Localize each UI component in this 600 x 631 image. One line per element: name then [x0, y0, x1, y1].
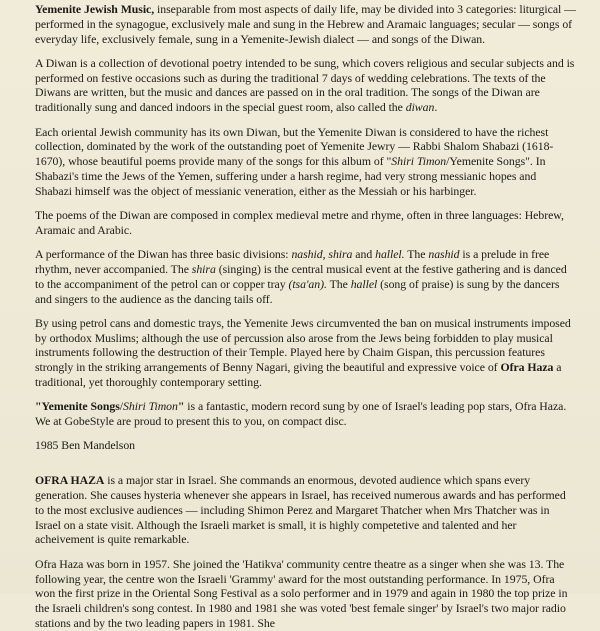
- divisions-i6: hallel: [350, 276, 378, 291]
- percussion-end: a traditional, yet thoroughly contemporary setting.: [35, 360, 562, 390]
- divisions-t7: (song of praise) is sung by the dancers and singers to the audience as the dancing tails off.: [35, 276, 560, 306]
- divisions-t2: and: [352, 247, 376, 262]
- community-part2: /Yemenite Songs". In Shabazi's time the Jews of the Yemen, suffering under a harsh regime, had very strong messianic hopes and Shabazi himself was the object of messianic veneration, either as the Messiah or his harbinger.: [35, 154, 546, 198]
- poems-body: The poems of the Diwan are composed in complex medieval metre and rhyme, often in three languages: Hebrew, Aramaic and Arabic.: [35, 208, 564, 237]
- paragraph-diwan: [35, 56, 576, 115]
- divisions-i4: shira: [191, 261, 216, 276]
- paragraph-intro: [35, 2, 576, 46]
- divisions-i2: hallel.: [375, 247, 405, 262]
- intro-body: inseparable from most aspects of daily life, may be divided into 3 categories: liturgical — performed in the synagogue, exclusively male and sung in the Hebrew and Aramaic languages; secular — songs of everyday life, exclusively female, sung in a Yemenite-Jewish dialect — and songs of the Diwan.: [35, 2, 576, 46]
- divisions-t4: is a prelude in free rhythm, never accompanied. The: [35, 247, 550, 276]
- divisions-t3: The: [404, 247, 429, 262]
- signature: 1985 Ben Mandelson: [35, 438, 136, 453]
- paragraph-divisions: [35, 247, 576, 306]
- diwan-end: .: [434, 100, 438, 115]
- paragraph-community: [35, 125, 576, 199]
- ofra-body: is a major star in Israel. She commands an enormous, devoted audience which spans every generation. She causes hysteria whenever she appears in Israel, has received numerous awards and has performed to the most exclusive audiences — including Shimon Perez and Margaret Thatcher when Mrs Thatcher was in Israel on a state visit. Although the Israeli market is small, it is highly competetive and talented and her acheivement is quite remarkable.: [35, 473, 566, 547]
- paragraph-poems: [35, 208, 576, 238]
- diwan-term: diwan: [405, 100, 435, 115]
- intro-lead: Yemenite Jewish Music,: [35, 2, 155, 16]
- divisions-i3: nashid: [428, 247, 460, 262]
- divisions-t6: The: [326, 276, 351, 291]
- divisions-t1: A performance of the Diwan has three basic divisions:: [35, 247, 292, 262]
- percussion-body: By using petrol cans and domestic trays, the Yemenite Jews circumvented the ban on musical instruments imposed by orthodox Muslims; although the use of percussion also arose from the Jews being forbidden to play musical instruments following the destruction of their Temple. Played here by Chaim Gispan, this percussion features strongly in the striking arrangements of Benny Nagari, giving the beautiful and expressive voice of: [35, 315, 571, 375]
- community-italic: Shiri Timon: [391, 154, 447, 169]
- born-body: Ofra Haza was born in 1957. She joined the 'Hatikva' community centre theatre as a singer when she was 13. The following year, the centre won the Israeli 'Grammy' award for the most outstanding performance. In 1975, Ofra won the first prize in the Oriental Song Festival as a solo performer and in 1979 and again in 1980 the top prize in the Israeli children's song contest. In 1980 and 1981 she was voted 'best female singer' by Israel's two major radio stations and by the two leading papers in 1981. She: [35, 556, 568, 630]
- record-body: is a fantastic, modern record sung by one of Israel's leading pop stars, Ofra Haza. We at GobeStyle are proud to present this to you, on compact disc.: [35, 399, 567, 429]
- divisions-t5: (singing) is the central musical event at the festive gathering and is danced to the accompaniment of the petrol can or copper tray: [35, 261, 567, 291]
- diwan-body: A Diwan is a collection of devotional poetry intended to be sung, which covers religious and secular subjects and is performed on festive occasions such as during the traditional 7 days of wedding celebrations. The texts of the Diwans are written, but the music and dances are passed on in the oral tradition. The songs of the Diwan are traditionally sung and danced indoors in the special guest room, also called the: [35, 55, 575, 115]
- community-part1: Each oriental Jewish community has its own Diwan, but the Yemenite Diwan is considered to have the richest collection, dominated by the work of the outstanding poet of Yemenite Jewry — Rabbi Shalom Shabazi (1618-1670), whose beautiful poems provide many of the songs for this album of ": [35, 124, 554, 169]
- record-bold2: ": [177, 399, 185, 414]
- ofra-lead: OFRA HAZA: [35, 473, 105, 488]
- paragraph-record: [35, 399, 576, 429]
- divisions-i1: nashid, shira: [291, 247, 353, 262]
- divisions-i5: (tsa'an).: [288, 276, 327, 291]
- paragraph-percussion: [35, 316, 576, 390]
- record-slash: /: [119, 399, 124, 414]
- percussion-name: Ofra Haza: [500, 360, 554, 375]
- record-bold1: "Yemenite Songs: [35, 399, 120, 414]
- paragraph-ofra: [35, 473, 576, 547]
- record-italic: Shiri Timon: [123, 399, 178, 414]
